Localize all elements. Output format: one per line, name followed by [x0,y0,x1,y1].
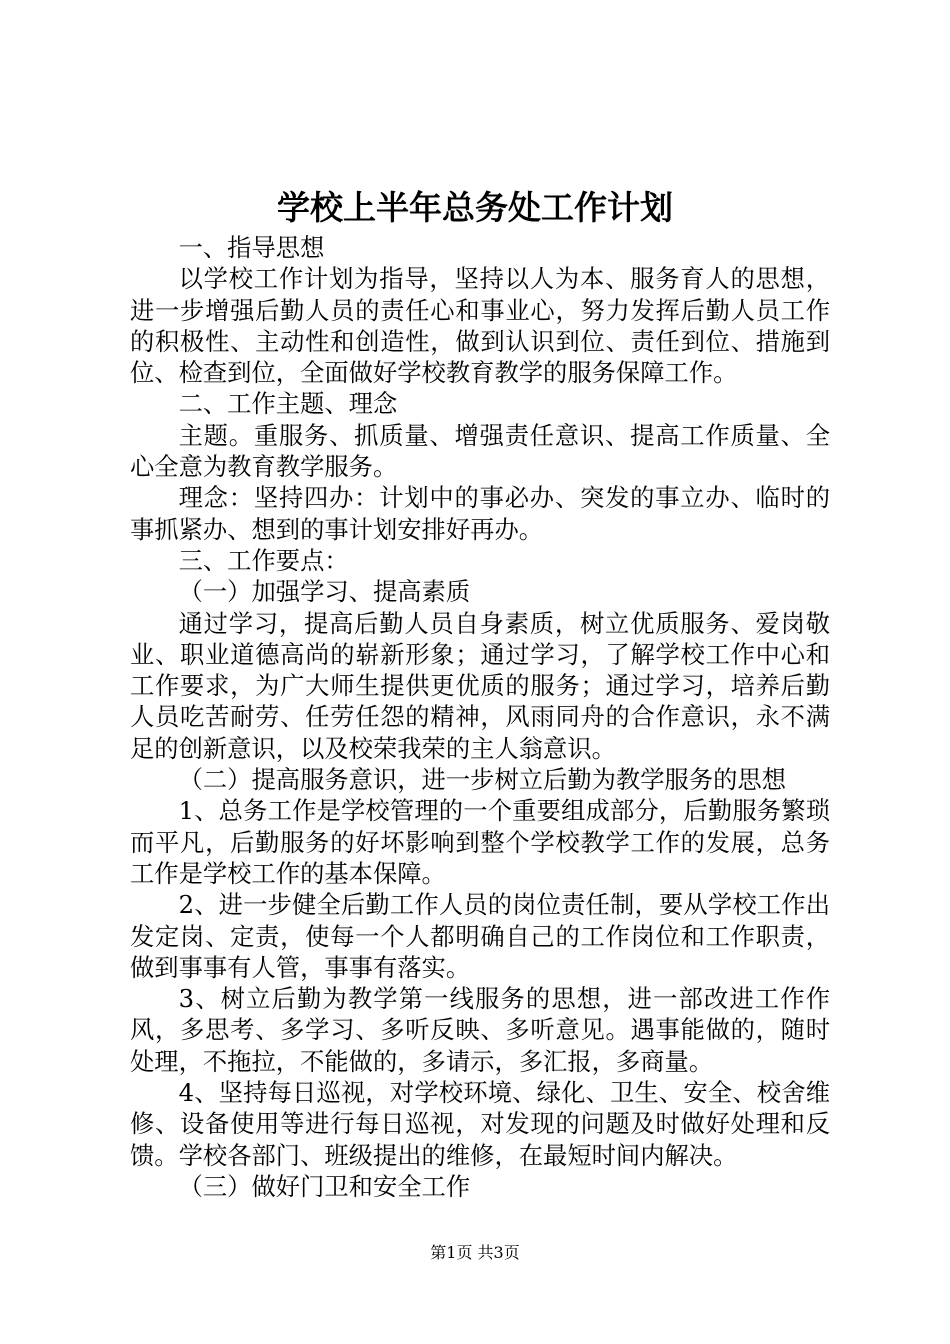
paragraph-guiding-thought: 以学校工作计划为指导，坚持以人为本、服务育人的思想，进一步增强后勤人员的责任心和事业心，努力发挥后勤人员工作的积极性、主动性和创造性，做到认识到位、责任到位、措施到位、检查到位，全面做好学校教育教学的服务保障工作。 [130,264,830,388]
paragraph-theme: 主题。重服务、抓质量、增强责任意识、提高工作质量、全心全意为教育教学服务。 [130,420,830,482]
paragraph-service-1: 1、总务工作是学校管理的一个重要组成部分，后勤服务繁琐而平凡，后勤服务的好坏影响到整个学校教学工作的发展，总务工作是学校工作的基本保障。 [130,796,830,888]
subheading-service: （二）提高服务意识，进一步树立后勤为教学服务的思想 [178,765,787,795]
page-footer: 第1页 共3页 [430,1243,520,1262]
paragraph-service-4: 4、坚持每日巡视，对学校环境、绿化、卫生、安全、校舍维修、设备使用等进行每日巡视，对发现的问题及时做好处理和反馈。学校各部门、班级提出的维修，在最短时间内解决。 [130,1078,830,1170]
subheading-study: （一）加强学习、提高素质 [178,577,471,607]
paragraph-service-3: 3、树立后勤为教学第一线服务的思想，进一部改进工作作风，多思考、多学习、多听反映、多听意见。遇事能做的，随时处理，不拖拉，不能做的，多请示，多汇报，多商量。 [130,984,830,1076]
paragraph-concept: 理念：坚持四办：计划中的事必办、突发的事立办、临时的事抓紧办、想到的事计划安排好再办。 [130,483,830,544]
paragraph-service-2: 2、进一步健全后勤工作人员的岗位责任制，要从学校工作出发定岗、定责，使每一个人都明确自己的工作岗位和工作职责，做到事事有人管，事事有落实。 [130,890,830,982]
heading-key-points: 三、工作要点： [178,545,349,575]
document-body [130,232,830,1202]
document-title: 学校上半年总务处工作计划 [277,188,673,227]
heading-guiding-thought: 一、指导思想 [178,233,325,262]
subheading-security: （三）做好门卫和安全工作 [178,1171,471,1201]
paragraph-study: 通过学习，提高后勤人员自身素质，树立优质服务、爱岗敬业、职业道德高尚的崭新形象；通过学习，了解学校工作中心和工作要求，为广大师生提供更优质的服务；通过学习，培养后勤人员吃苦耐劳、任劳任怨的精神，风雨同舟的合作意识，永不满足的创新意识，以及校荣我荣的主人翁意识。 [130,608,830,763]
heading-theme-concept: 二、工作主题、理念 [178,389,398,419]
